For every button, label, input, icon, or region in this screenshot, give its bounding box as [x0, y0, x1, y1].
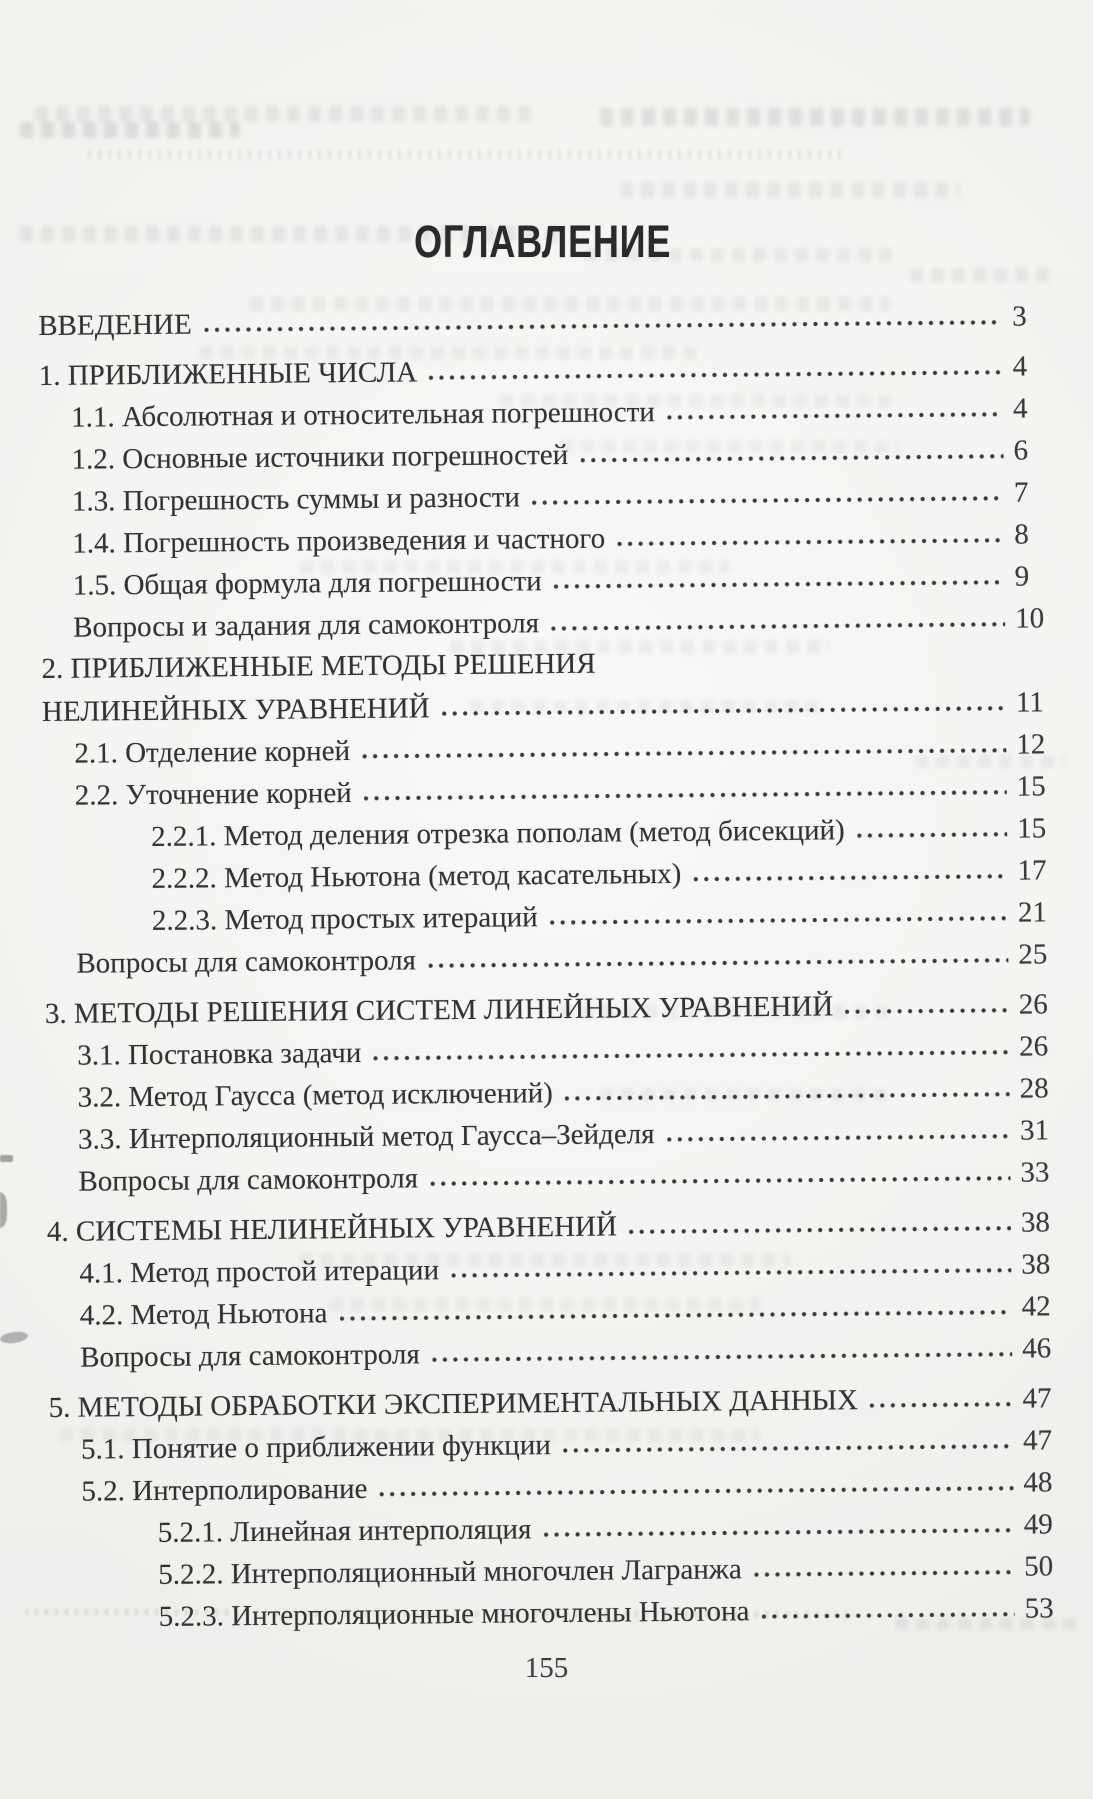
toc-entry-label: Вопросы для самоконтроля	[76, 943, 417, 980]
toc-page-number: 21	[1017, 895, 1048, 929]
toc-entry-label: 2.2.2. Метод Ньютона (метод касательных)	[151, 857, 682, 895]
toc-page-number: 3	[1012, 300, 1027, 333]
dot-leader	[554, 579, 1005, 590]
toc-page-number: 11	[1015, 685, 1045, 719]
page-title-text: ОГЛАВЛЕНИЕ	[413, 216, 672, 268]
toc-page-number: 38	[1020, 1205, 1051, 1239]
toc-page-number: 26	[1019, 1029, 1049, 1063]
toc-page-number: 31	[1019, 1113, 1050, 1147]
toc-page-number: 25	[1018, 937, 1048, 971]
toc-entry-label: 1. ПРИБЛИЖЕННЫЕ ЧИСЛА	[38, 355, 418, 392]
bleedthrough-artifact	[600, 108, 1030, 126]
toc-page-number: 42	[1021, 1289, 1051, 1323]
dot-leader	[845, 1007, 1009, 1016]
toc-entry-label: 3.3. Интерполяционный метод Гаусса–Зейделя	[77, 1117, 655, 1156]
toc-page-number: 38	[1021, 1247, 1051, 1281]
toc-entry-label: Вопросы для самоконтроля	[78, 1161, 419, 1198]
dot-leader	[442, 705, 1006, 717]
bleedthrough-artifact	[620, 182, 960, 198]
dot-leader	[667, 1133, 1011, 1143]
toc-entry-label: 2.2.3. Метод простых итераций	[151, 900, 538, 937]
toc-entry-label: 5.2.2. Интерполяционный многочлен Лагранжа	[158, 1552, 742, 1591]
toc-page-number: 33	[1020, 1155, 1050, 1189]
dot-leader	[617, 537, 1004, 548]
dot-leader	[565, 1091, 1010, 1102]
dot-leader	[339, 1309, 1011, 1322]
toc-page-number: 47	[1022, 1381, 1052, 1415]
dot-leader	[532, 495, 1004, 507]
toc-page-number: 47	[1022, 1423, 1053, 1457]
bleedthrough-artifact	[35, 106, 535, 122]
toc-page-number: 15	[1016, 811, 1047, 845]
toc-entry-label: 4.1. Метод простой итерации	[79, 1253, 440, 1290]
dot-leader	[580, 453, 1003, 464]
dot-leader	[429, 369, 1003, 382]
toc-page-number: 53	[1024, 1591, 1054, 1625]
toc-entry-heading-line1: 2. ПРИБЛИЖЕННЫЕ МЕТОДЫ РЕШЕНИЯ	[41, 647, 596, 685]
toc-page-number: 49	[1023, 1507, 1053, 1541]
toc-page-number: 4	[1012, 350, 1028, 383]
folio-page-number: 155	[524, 1652, 569, 1684]
dot-leader	[667, 411, 1003, 421]
dot-leader	[428, 957, 1008, 970]
dot-leader	[362, 747, 1006, 760]
page-title	[0, 216, 1085, 268]
toc-entry-label: 2.1. Отделение корней	[74, 734, 351, 770]
dot-leader	[364, 789, 1007, 802]
toc-entry-label: НЕЛИНЕЙНЫХ УРАВНЕНИЙ	[41, 691, 430, 728]
dot-leader	[451, 1267, 1011, 1279]
bleedthrough-artifact	[20, 122, 240, 138]
dot-leader	[550, 915, 1008, 926]
toc-page-number: 48	[1023, 1465, 1053, 1499]
toc-entry-label: 2.2. Уточнение корней	[74, 776, 352, 812]
dot-leader	[563, 1443, 1013, 1454]
dot-leader	[629, 1225, 1011, 1236]
toc-entry-label: 1.2. Основные источники погрешностей	[71, 438, 569, 476]
dot-leader	[430, 1175, 1010, 1188]
dot-leader	[551, 621, 1005, 632]
dot-leader	[204, 319, 1003, 334]
paper-edge-mark	[0, 1192, 7, 1228]
toc-entry-label: 5.2. Интерполирование	[81, 1472, 368, 1508]
bleedthrough-artifact	[910, 268, 1050, 282]
toc-page-number: 50	[1024, 1549, 1054, 1583]
toc-page-number: 7	[1013, 476, 1029, 509]
toc-list	[38, 289, 1077, 1633]
dot-leader	[693, 873, 1007, 883]
toc-page-number: 17	[1017, 853, 1047, 887]
bleedthrough-artifact	[88, 150, 848, 159]
paper-edge-mark	[0, 1155, 13, 1162]
toc-entry-label: 4. СИСТЕМЫ НЕЛИНЕЙНЫХ УРАВНЕНИЙ	[46, 1210, 618, 1248]
toc-entry-label: 5.2.3. Интерполяционные многочлены Ньютона	[158, 1594, 750, 1633]
dot-leader	[754, 1569, 1015, 1579]
dot-leader	[857, 831, 1007, 839]
toc-entry-label: 3. МЕТОДЫ РЕШЕНИЯ СИСТЕМ ЛИНЕЙНЫХ УРАВНЕНИЙ	[44, 989, 834, 1030]
toc-entry-label: 1.1. Абсолютная и относительная погрешности	[70, 395, 655, 434]
dot-leader	[373, 1049, 1009, 1062]
toc-entry-label: 3.2. Метод Гаусса (метод исключений)	[77, 1076, 553, 1114]
toc-page-number: 8	[1014, 518, 1029, 551]
toc-entry-label: 1.3. Погрешность суммы и разности	[71, 480, 521, 518]
toc-page-number: 12	[1016, 727, 1046, 761]
dot-leader	[543, 1527, 1014, 1539]
toc-entry-label: Вопросы и задания для самоконтроля	[72, 606, 540, 644]
dot-leader	[432, 1351, 1012, 1364]
toc-entry-label: 5.1. Понятие о приближении функции	[80, 1428, 551, 1466]
toc-page-number: 6	[1013, 434, 1029, 467]
toc-page-number: 9	[1014, 560, 1030, 593]
toc-entry-label: 1.4. Погрешность произведения и частного	[72, 522, 606, 560]
toc-entry-label: 5. МЕТОДЫ ОБРАБОТКИ ЭКСПЕРИМЕНТАЛЬНЫХ ДАННЫХ	[48, 1383, 859, 1424]
paper-edge-mark	[0, 1330, 29, 1345]
toc-page-number: 15	[1016, 769, 1046, 803]
dot-leader	[379, 1485, 1013, 1498]
toc-page-number: 26	[1018, 987, 1048, 1021]
toc-entry-label: 5.2.1. Линейная интерполяция	[157, 1512, 532, 1549]
toc-entry-label: ВВЕДЕНИЕ	[38, 308, 192, 342]
toc-page-number: 10	[1014, 601, 1045, 635]
toc-page-number: 28	[1019, 1071, 1049, 1105]
dot-leader	[761, 1611, 1014, 1620]
toc-page-number: 4	[1012, 392, 1028, 425]
toc-entry-label: 3.1. Постановка задачи	[77, 1036, 362, 1072]
toc-entry-label: 2.2.1. Метод деления отрезка пополам (метод бисекций)	[151, 813, 845, 853]
toc-entry-label: Вопросы для самоконтроля	[80, 1337, 420, 1374]
toc-entry-label: 1.5. Общая формула для погрешности	[72, 564, 542, 602]
toc-entry-label: 4.2. Метод Ньютона	[79, 1296, 328, 1332]
toc-page-number: 46	[1021, 1331, 1052, 1365]
dot-leader	[870, 1401, 1013, 1409]
